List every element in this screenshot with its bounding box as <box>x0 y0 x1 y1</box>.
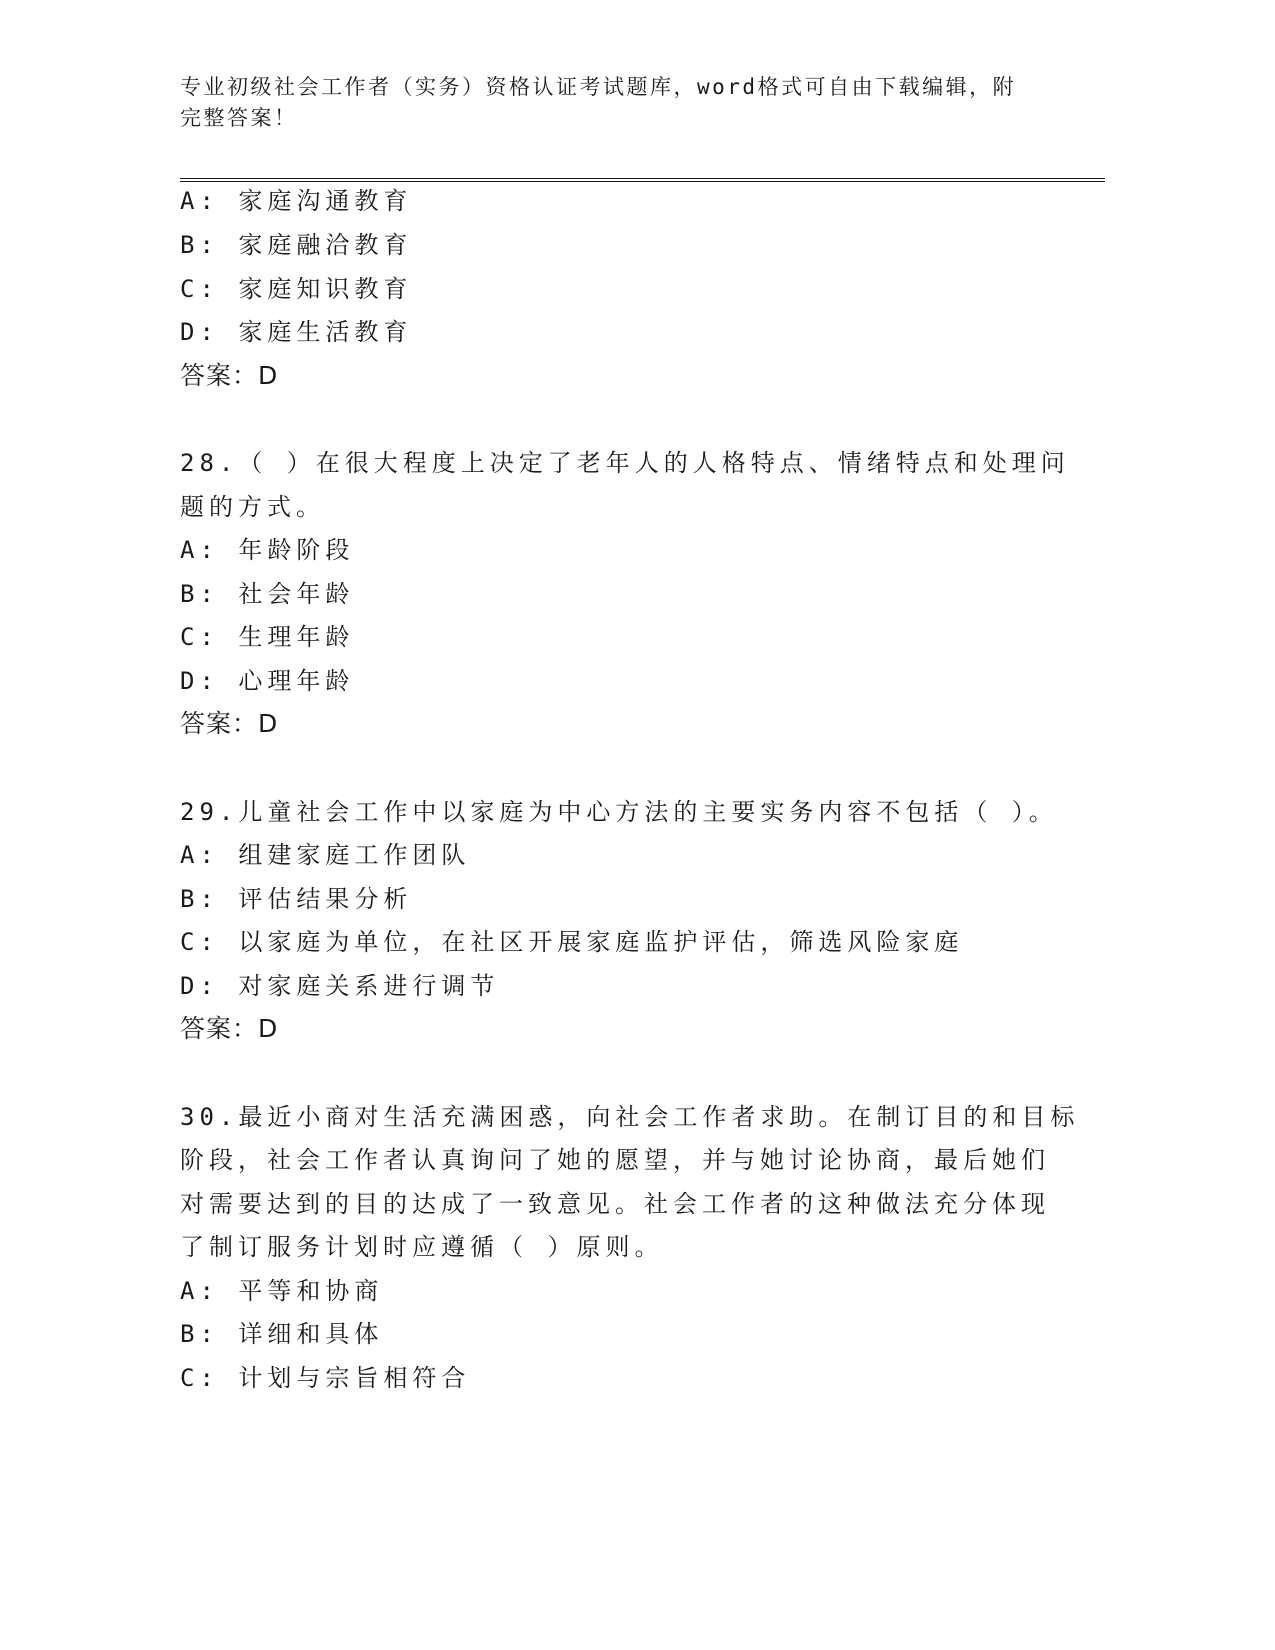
q27-answer: 答案：D <box>180 361 279 390</box>
header-line-2: 完整答案！ <box>180 106 298 130</box>
header-divider <box>180 178 1105 182</box>
q29-stem-line-1: 29.儿童社会工作中以家庭为中心方法的主要实务内容不包括（ ）。 <box>180 798 1058 826</box>
q30-option-b: B: 详细和具体 <box>180 1320 384 1348</box>
q28-option-b: B: 社会年龄 <box>180 580 355 608</box>
q27-option-a: A: 家庭沟通教育 <box>180 187 413 215</box>
q30-stem-line-1: 30.最近小商对生活充满困惑，向社会工作者求助。在制订目的和目标 <box>180 1103 1080 1131</box>
q29-option-b: B: 评估结果分析 <box>180 885 413 913</box>
q27-option-c: C: 家庭知识教育 <box>180 275 413 303</box>
q27-option-d: D: 家庭生活教育 <box>180 318 413 346</box>
q29-option-a: A: 组建家庭工作团队 <box>180 841 471 869</box>
q28-stem-line-2: 题的方式。 <box>180 493 325 521</box>
q30-stem-line-4: 了制订服务计划时应遵循（ ）原则。 <box>180 1233 664 1261</box>
document-page <box>180 0 1140 1650</box>
q30-option-a: A: 平等和协商 <box>180 1277 384 1305</box>
header-line-1: 专业初级社会工作者（实务）资格认证考试题库，word格式可自由下载编辑，附 <box>180 75 1017 99</box>
q30-stem-line-2: 阶段，社会工作者认真询问了她的愿望，并与她讨论协商，最后她们 <box>180 1146 1050 1174</box>
q28-option-c: C: 生理年龄 <box>180 623 355 651</box>
q28-answer: 答案：D <box>180 709 279 738</box>
document-header <box>180 72 1040 134</box>
q28-option-a: A: 年龄阶段 <box>180 536 355 564</box>
q30-option-c: C: 计划与宗旨相符合 <box>180 1364 471 1392</box>
q29-answer: 答案：D <box>180 1014 279 1043</box>
q29-option-c: C: 以家庭为单位，在社区开展家庭监护评估，筛选风险家庭 <box>180 928 964 956</box>
q28-option-d: D: 心理年龄 <box>180 667 355 695</box>
q29-option-d: D: 对家庭关系进行调节 <box>180 972 500 1000</box>
q28-stem-line-1: 28.（ ）在很大程度上决定了老年人的人格特点、情绪特点和处理问 <box>180 449 1070 477</box>
q30-stem-line-3: 对需要达到的目的达成了一致意见。社会工作者的这种做法充分体现 <box>180 1190 1050 1218</box>
q27-option-b: B: 家庭融洽教育 <box>180 231 413 259</box>
